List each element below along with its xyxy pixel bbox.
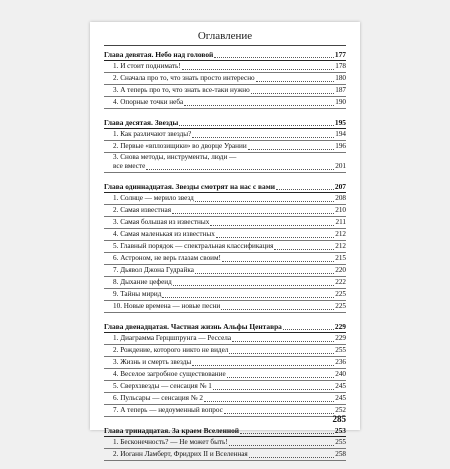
- toc-entry: [104, 345, 346, 357]
- toc-entry-page: 211: [335, 218, 346, 226]
- dot-leader: [195, 201, 334, 202]
- toc-entry-page: 220: [335, 266, 346, 274]
- toc-entry: [104, 153, 346, 161]
- toc-chapter-heading: [104, 117, 346, 129]
- toc-entry: [104, 61, 346, 73]
- toc-entry-title: 7. Дьявол Джона Гудрайка: [113, 266, 194, 274]
- toc-chapter: [104, 49, 346, 109]
- toc-chapter: [104, 321, 346, 417]
- toc-entry: [104, 289, 346, 301]
- toc-entry-page: 215: [335, 254, 346, 262]
- table-of-contents: [104, 49, 346, 469]
- toc-entry-title: 4. Самая маленькая из известных: [113, 230, 215, 238]
- toc-entry-title: 1. Бесконечность? — Не может быть!: [113, 438, 228, 446]
- toc-entry: [104, 241, 346, 253]
- toc-entry-page: 187: [335, 86, 346, 94]
- toc-entry: [104, 381, 346, 393]
- toc-entry: [104, 437, 346, 449]
- toc-entry-title: 3. Самая большая из известных: [113, 218, 210, 226]
- dot-leader: [184, 105, 334, 106]
- toc-entry: [104, 141, 346, 153]
- toc-entry-title: 8. Дыхание цефеид: [113, 278, 172, 286]
- toc-entry: [104, 217, 346, 229]
- toc-chapter-heading-page: 253: [334, 426, 346, 435]
- toc-chapter-heading-page: 207: [334, 182, 346, 191]
- toc-entry-title: 3. Жизнь и смерть звезды: [113, 358, 192, 366]
- toc-entry-title: 4. Веселое загробное существование: [113, 370, 226, 378]
- toc-entry-title: 1. Как различают звезды?: [113, 130, 192, 138]
- toc-entry-page: 229: [335, 334, 346, 342]
- toc-entry-page: 240: [335, 370, 346, 378]
- toc-entry: [104, 333, 346, 345]
- toc-entry-title: 10. Новые времена — новые песни: [113, 302, 221, 310]
- dot-leader: [222, 261, 334, 262]
- toc-entry-title: 3. Снова методы, инструменты, люди —: [113, 153, 237, 161]
- toc-entry: [104, 193, 346, 205]
- dot-leader: [274, 249, 334, 250]
- toc-entry-page: 178: [335, 62, 346, 70]
- toc-entry: [104, 229, 346, 241]
- dot-leader: [192, 365, 334, 366]
- dot-leader: [240, 433, 334, 434]
- toc-entry-title: 5. Сверхзвезды — сенсация № 1: [113, 382, 212, 390]
- page-number: 285: [332, 414, 346, 424]
- toc-entry: [104, 265, 346, 277]
- toc-entry-page: 255: [335, 438, 346, 446]
- toc-entry-title: 2. Рождение, которого никто не видел: [113, 346, 229, 354]
- toc-entry-title: 2. Первые «вплозищики» во дворце Урании: [113, 142, 247, 150]
- toc-entry-title: 4. Опорные точки неба: [113, 98, 184, 106]
- toc-entry-title: все вместе: [113, 162, 146, 170]
- toc-entry-page: 245: [335, 382, 346, 390]
- toc-entry: [104, 73, 346, 85]
- dot-leader: [248, 149, 335, 150]
- dot-leader: [146, 169, 334, 170]
- dot-leader: [204, 401, 334, 402]
- toc-chapter: [104, 117, 346, 173]
- toc-chapter: [104, 425, 346, 461]
- toc-entry-page: 194: [335, 130, 346, 138]
- toc-chapter-heading: [104, 425, 346, 437]
- toc-entry-title: 7. А теперь — недоуменный вопрос: [113, 406, 223, 414]
- dot-leader: [256, 81, 335, 82]
- dot-leader: [232, 341, 334, 342]
- toc-entry-page: 236: [335, 358, 346, 366]
- toc-entry-page: 258: [335, 450, 346, 458]
- toc-chapter-heading-title: Глава тринадцатая. За краем Вселенной: [104, 426, 240, 435]
- toc-entry: [104, 369, 346, 381]
- page-header: Оглавление: [197, 30, 253, 42]
- toc-entry-title: 5. Главный порядок — спектральная классификация: [113, 242, 274, 250]
- toc-chapter-heading-page: 229: [334, 322, 346, 331]
- toc-entry: [104, 85, 346, 97]
- toc-chapter-heading-page: 195: [334, 118, 346, 127]
- toc-entry-page: 212: [335, 242, 346, 250]
- dot-leader: [172, 213, 334, 214]
- toc-entry-title: 2. Самая известная: [113, 206, 172, 214]
- toc-entry-title: 3. А теперь про то, что знать все-таки нужно: [113, 86, 250, 94]
- toc-entry: [104, 449, 346, 461]
- toc-entry-title: 6. Пульсары — сенсация № 2: [113, 394, 204, 402]
- toc-chapter-heading-title: Глава десятая. Звезды: [104, 118, 179, 127]
- toc-chapter-heading-title: Глава двенадцатая. Частная жизнь Альфы Центавра: [104, 322, 282, 331]
- toc-entry-title: 9. Тайны мирид: [113, 290, 162, 298]
- toc-chapter-heading: [104, 321, 346, 333]
- dot-leader: [162, 297, 334, 298]
- dot-leader: [173, 285, 334, 286]
- toc-entry-page: 252: [335, 406, 346, 414]
- dot-leader: [192, 137, 334, 138]
- toc-chapter-heading-page: 177: [334, 50, 346, 59]
- toc-entry-title: 6. Астроном, не верь глазам своим!: [113, 254, 221, 262]
- dot-leader: [210, 225, 334, 226]
- toc-entry-title: 2. Иоганн Ламберт, Фридрих II и Вселенная: [113, 450, 248, 458]
- dot-leader: [276, 189, 334, 190]
- toc-entry-title: 1. И стоит поднимать!: [113, 62, 181, 70]
- toc-entry: [104, 97, 346, 109]
- toc-chapter-heading: [104, 181, 346, 193]
- toc-entry-page: 210: [335, 206, 346, 214]
- toc-entry: [104, 161, 346, 173]
- toc-entry-page: 212: [335, 230, 346, 238]
- dot-leader: [214, 57, 334, 58]
- dot-leader: [179, 125, 334, 126]
- toc-chapter-heading-title: Глава одиннадцатая. Звезды смотрят на нас с вами: [104, 182, 276, 191]
- toc-entry: [104, 205, 346, 217]
- book-page: [90, 22, 360, 458]
- dot-leader: [195, 273, 334, 274]
- toc-chapter: [104, 181, 346, 313]
- toc-entry: [104, 277, 346, 289]
- dot-leader: [249, 457, 334, 458]
- dot-leader: [251, 93, 334, 94]
- toc-chapter-heading: [104, 49, 346, 61]
- dot-leader: [182, 69, 335, 70]
- toc-entry: [104, 357, 346, 369]
- toc-entry: [104, 301, 346, 313]
- toc-entry: [104, 253, 346, 265]
- dot-leader: [227, 377, 335, 378]
- toc-entry: [104, 405, 346, 417]
- dot-leader: [224, 413, 334, 414]
- dot-leader: [229, 445, 335, 446]
- dot-leader: [283, 329, 334, 330]
- toc-entry-page: 245: [335, 394, 346, 402]
- toc-entry-title: 1. Диаграмма Герцшпрунга — Рессела: [113, 334, 232, 342]
- dot-leader: [221, 309, 334, 310]
- toc-entry-title: 2. Сначала про то, что знать просто интересно: [113, 74, 255, 82]
- dot-leader: [229, 353, 334, 354]
- toc-entry-page: 201: [335, 162, 346, 170]
- toc-entry-title: 1. Солнце — мерило звезд: [113, 194, 194, 202]
- toc-entry-page: 180: [335, 74, 346, 82]
- toc-entry-page: 190: [335, 98, 346, 106]
- toc-entry-page: 255: [335, 346, 346, 354]
- toc-entry: [104, 393, 346, 405]
- header-rule: [104, 45, 346, 46]
- toc-entry-page: 196: [335, 142, 346, 150]
- dot-leader: [213, 389, 334, 390]
- toc-entry: [104, 129, 346, 141]
- toc-entry-page: 225: [335, 290, 346, 298]
- toc-entry-page: 208: [335, 194, 346, 202]
- toc-chapter-heading-title: Глава девятая. Небо над головой: [104, 50, 214, 59]
- dot-leader: [216, 237, 334, 238]
- toc-entry-page: 222: [335, 278, 346, 286]
- toc-entry-page: 225: [335, 302, 346, 310]
